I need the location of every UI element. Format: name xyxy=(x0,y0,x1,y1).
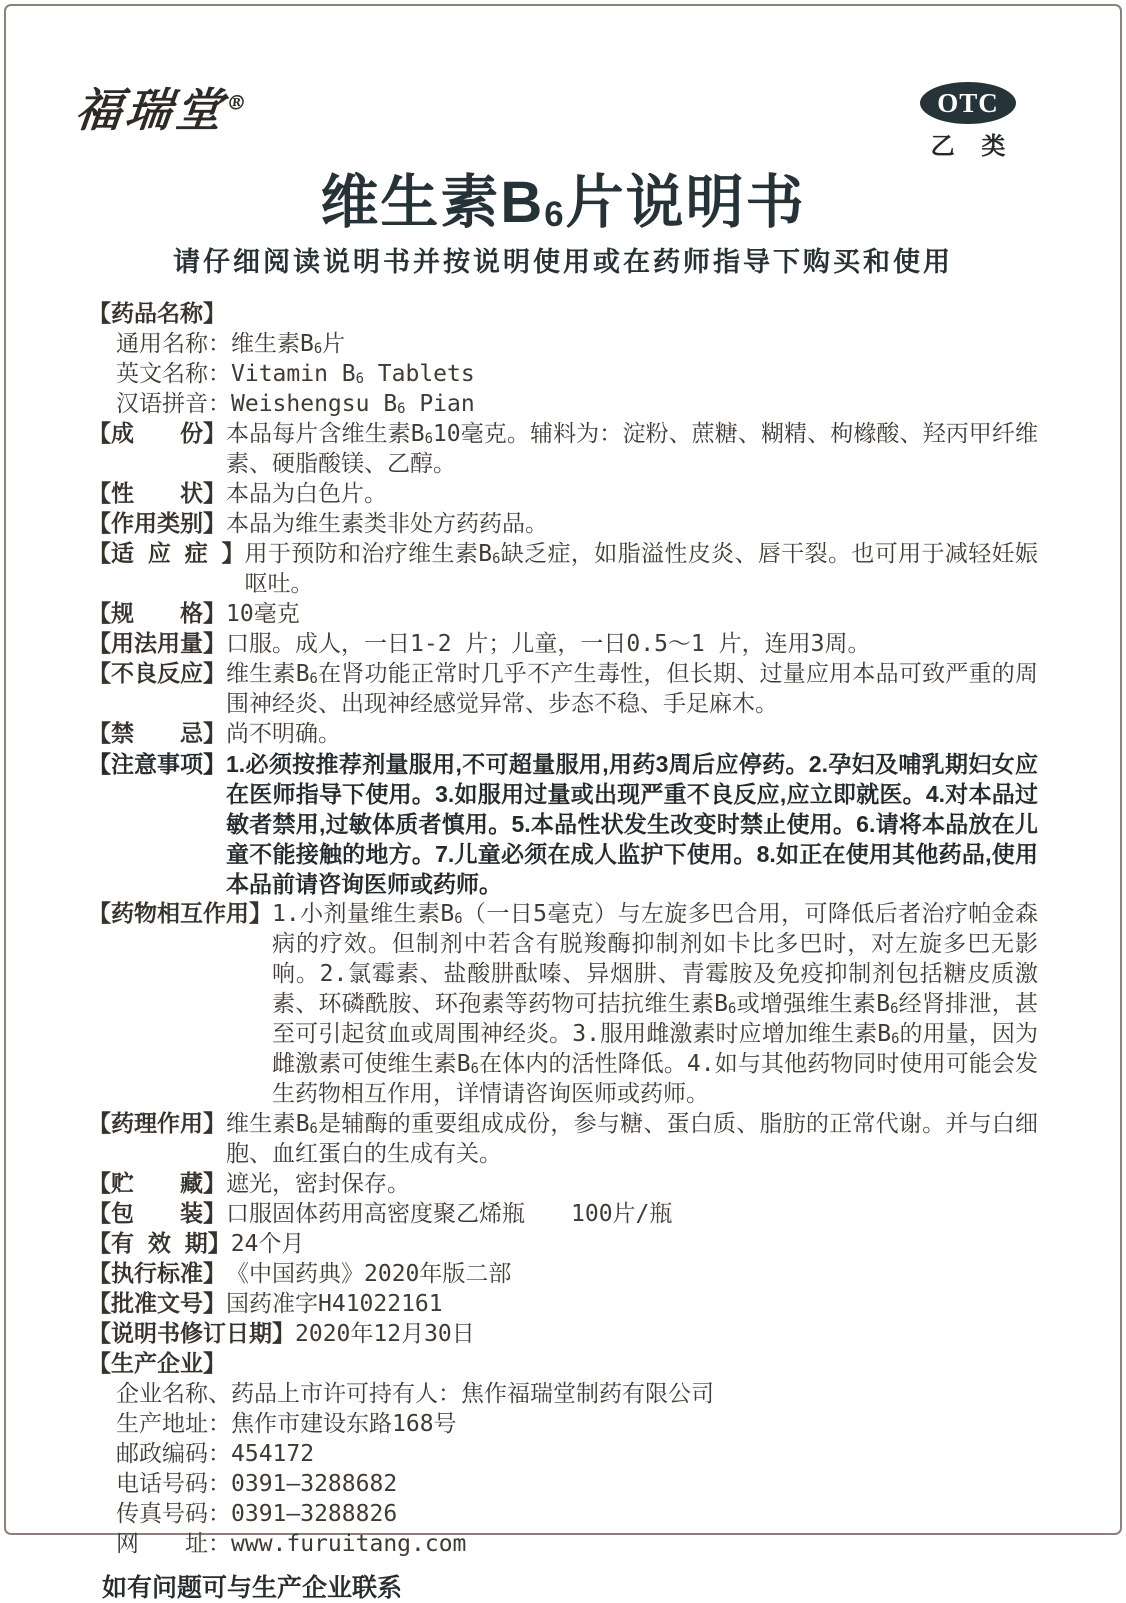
entry-row xyxy=(88,1199,1038,1229)
entry-label: 【生产企业】 xyxy=(88,1351,226,1377)
entry-text: 1.必须按推荐剂量服用,不可超量服用,用药3周后应停药。2.孕妇及哺乳期妇女应在医师指导下使用。3.如服用过量或出现严重不良反应,应立即就医。4.对本品过敏者禁用,过敏体质者慎用。5.本品性状发生改变时禁止使用。6.请将本品放在儿童不能接触的地方。7.儿童必须在成人监护下使用。8.如正在使用其他药品,使用本品前请咨询医师或药师。 xyxy=(226,751,1038,897)
otc-class-label: 乙 类 xyxy=(930,133,1016,160)
entry-label: 【药物相互作用】 xyxy=(88,901,272,927)
entry-text: 尚不明确。 xyxy=(226,721,341,747)
entry-row xyxy=(88,599,1038,629)
entry-text: 口服固体药用高密度聚乙烯瓶 100片/瓶 xyxy=(226,1201,673,1227)
entry-label: 【包 装】 xyxy=(88,1201,226,1227)
entry-text: 10毫克 xyxy=(226,601,300,627)
entry-text: 国药准字H41022161 xyxy=(226,1291,443,1317)
entry-label: 【批准文号】 xyxy=(88,1291,226,1317)
brand-logo xyxy=(73,74,250,140)
entry-label: 【有 效 期】 xyxy=(88,1231,231,1257)
entry-subline: 电话号码：0391—3288682 xyxy=(116,1471,398,1497)
entry-label: 【贮 藏】 xyxy=(88,1171,226,1197)
entry-label: 【药品名称】 xyxy=(88,301,226,327)
entry-row xyxy=(88,749,1038,899)
entry-subline: 传真号码：0391—3288826 xyxy=(116,1501,398,1527)
entry-text: 口服。成人，一日1-2 片；儿童，一日0.5～1 片，连用3周。 xyxy=(226,631,871,657)
entry-label: 【规 格】 xyxy=(88,601,226,627)
entry-row xyxy=(88,719,1038,749)
entry-text: 本品为白色片。 xyxy=(226,481,387,507)
entry-text: 遮光，密封保存。 xyxy=(226,1171,410,1197)
entry-text: 用于预防和治疗维生素$B_6$缺乏症，如脂溢性皮炎、唇干裂。也可用于减轻妊娠呕吐。 xyxy=(244,541,1038,597)
entry-row xyxy=(88,899,1038,1109)
entry-label: 【注意事项】 xyxy=(88,751,226,777)
entry-label: 【药理作用】 xyxy=(88,1111,226,1137)
entry-row xyxy=(88,1109,1038,1169)
entry-label: 【说明书修订日期】 xyxy=(88,1321,295,1347)
entry-text: 维生素$B_6$在肾功能正常时几乎不产生毒性，但长期、过量应用本品可致严重的周围神经炎、出现神经感觉异常、步态不稳、手足麻木。 xyxy=(226,661,1038,717)
entry-label: 【适 应 症 】 xyxy=(88,541,245,567)
entry-row xyxy=(88,1259,1038,1289)
page-title: 维生素$B_6$片说明书 xyxy=(320,170,806,235)
entry-label: 【不良反应】 xyxy=(88,661,226,687)
entry-row xyxy=(88,1349,1038,1379)
entry-subline: 汉语拼音：Weishengsu $B_6$ Pian xyxy=(116,391,475,417)
entry-label: 【性 状】 xyxy=(88,481,226,507)
entry-label: 【成 份】 xyxy=(88,421,226,447)
entry-label: 【禁 忌】 xyxy=(88,721,226,747)
entry-text: 本品为维生素类非处方药药品。 xyxy=(226,511,548,537)
entry-row xyxy=(88,659,1038,719)
entry-subline: 网 址：www.furuitang.com xyxy=(116,1531,467,1557)
entry-row xyxy=(88,419,1038,479)
entry-subline: 通用名称：维生素$B_6$片 xyxy=(116,331,346,357)
entry-subline: 英文名称：Vitamin $B_6$ Tablets xyxy=(116,361,475,387)
entry-subline: 企业名称、药品上市许可持有人：焦作福瑞堂制药有限公司 xyxy=(116,1381,714,1407)
registered-trademark-icon: ® xyxy=(225,90,248,115)
entry-text: 2020年12月30日 xyxy=(295,1321,475,1347)
leaflet-content xyxy=(72,72,1038,1603)
entry-label: 【作用类别】 xyxy=(88,511,226,537)
otc-label: OTC xyxy=(937,87,999,118)
entry-text: 1.小剂量维生素$B_6$（一日5毫克）与左旋多巴合用，可降低后者治疗帕金森病的疗效。但制剂中若含有脱羧酶抑制剂如卡比多巴时，对左旋多巴无影响。2.氯霉素、盐酸肼酞嗪、异烟肼、青霉胺及免疫抑制剂包括糖皮质激素、环磷酰胺、环孢素等药物可拮抗维生素$B_6$或增强维生素$B_6$经肾排泄，甚至可引起贫血或周围神经炎。3.服用雌激素时应增加维生素$B_6$的用量，因为雌激素可使维生素$B_6$在体内的活性降低。4.如与其他药物同时使用可能会发生药物相互作用，详情请咨询医师或药师。 xyxy=(272,901,1038,1107)
page-subtitle: 请仔细阅读说明书并按说明使用或在药师指导下购买和使用 xyxy=(173,247,953,277)
entry-text: 维生素$B_6$是辅酶的重要组成成份，参与糖、蛋白质、脂肪的正常代谢。并与白细胞、血红蛋白的生成有关。 xyxy=(226,1111,1038,1167)
entry-text: 《中国药典》2020年版二部 xyxy=(226,1261,512,1287)
entry-row xyxy=(88,1169,1038,1199)
entry-row xyxy=(88,1319,1038,1349)
entry-row xyxy=(88,629,1038,659)
entry-subline: 生产地址：焦作市建设东路168号 xyxy=(116,1411,457,1437)
otc-badge xyxy=(916,82,1020,161)
entry-label: 【执行标准】 xyxy=(88,1261,226,1287)
entry-row xyxy=(88,1289,1038,1319)
entry-text: 本品每片含维生素$B_610$毫克。辅料为：淀粉、蔗糖、糊精、枸橼酸、羟丙甲纤维素、硬脂酸镁、乙醇。 xyxy=(226,421,1038,477)
brand-logo-text: 福瑞堂 xyxy=(72,83,229,137)
entries-list xyxy=(88,299,1038,1603)
leaflet-header xyxy=(72,72,1038,168)
entry-row xyxy=(88,479,1038,509)
footer-note: 如有问题可与生产企业联系 xyxy=(102,1573,403,1602)
entry-row xyxy=(88,1229,1038,1259)
entry-label: 【用法用量】 xyxy=(88,631,226,657)
otc-ellipse-icon xyxy=(920,82,1016,124)
entry-row xyxy=(88,299,1038,329)
entry-subline: 邮政编码：454172 xyxy=(116,1441,315,1467)
entry-row xyxy=(88,509,1038,539)
entry-row xyxy=(88,539,1038,599)
entry-text: 24个月 xyxy=(230,1231,305,1257)
